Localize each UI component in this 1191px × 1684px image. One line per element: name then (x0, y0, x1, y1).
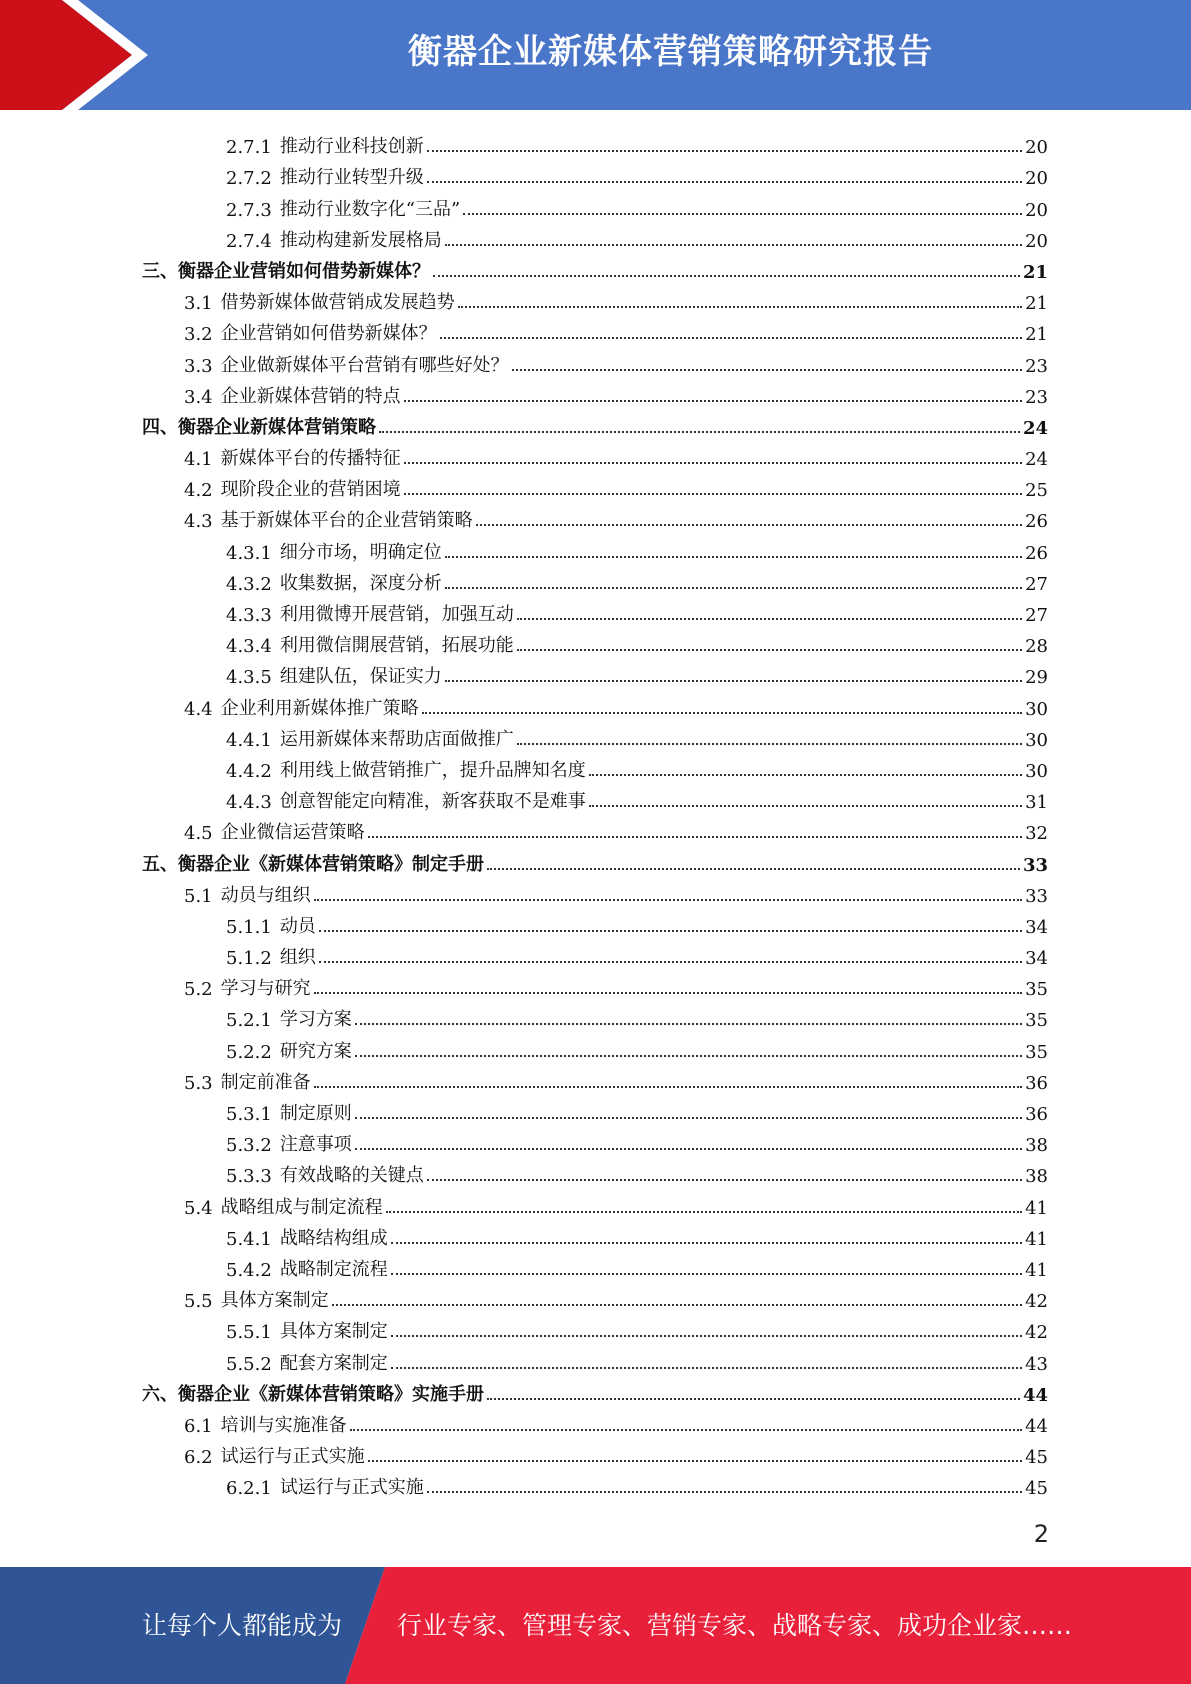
toc-entry-number: 4.4.1 (226, 729, 272, 751)
toc-dot-leader (440, 336, 1022, 339)
toc-dot-leader (332, 1303, 1022, 1306)
toc-entry[interactable] (142, 221, 1048, 252)
toc-entry-number: 5.5.1 (226, 1322, 272, 1344)
toc-entry-page: 36 (1025, 1072, 1048, 1094)
toc-entry-page: 25 (1025, 480, 1048, 502)
toc-entry-page: 45 (1025, 1478, 1048, 1500)
toc-entry[interactable] (142, 751, 1048, 782)
toc-dot-leader (445, 679, 1022, 682)
toc-entry-title: 制定原则 (279, 1103, 352, 1124)
toc-dot-leader (589, 804, 1022, 807)
toc-entry-number: 5.3.3 (226, 1166, 272, 1188)
toc-entry-page: 34 (1025, 948, 1048, 970)
toc-entry-page: 35 (1025, 1010, 1048, 1032)
toc-dot-leader (427, 1178, 1022, 1181)
toc-entry-number: 5.1.2 (226, 948, 272, 970)
toc-dot-leader (463, 212, 1022, 215)
toc-entry-title: 借势新媒体做营销成发展趋势 (220, 292, 455, 314)
toc-entry-page: 35 (1025, 979, 1048, 1001)
toc-entry-number: 4.1 (184, 449, 213, 471)
toc-entry-page: 20 (1025, 168, 1048, 190)
toc-entry-page: 33 (1022, 854, 1048, 876)
toc-entry-title: 四、衡器企业新媒体营销策略 (142, 416, 376, 438)
toc-dot-leader (368, 1459, 1022, 1462)
toc-entry[interactable] (142, 408, 1048, 439)
toc-entry-number: 5.4.1 (226, 1228, 272, 1250)
toc-entry[interactable] (142, 907, 1048, 938)
toc-entry[interactable] (142, 158, 1048, 189)
page-number: 2 (1033, 1520, 1049, 1548)
toc-entry-page: 44 (1022, 1384, 1048, 1406)
toc-entry-number: 5.4.2 (226, 1259, 272, 1281)
toc-entry[interactable] (142, 377, 1048, 408)
toc-entry[interactable] (142, 127, 1048, 158)
toc-entry-page: 30 (1025, 760, 1048, 782)
toc-entry-title: 推动构建新发展格局 (279, 229, 442, 251)
toc-entry[interactable] (142, 1312, 1048, 1343)
toc-entry-number: 6.2 (184, 1447, 213, 1469)
toc-entry-title: 利用线上做营销推广，提升品牌知名度 (279, 759, 586, 781)
header-banner (0, 0, 1191, 110)
toc-entry[interactable] (142, 345, 1048, 376)
toc-dot-leader (391, 1272, 1022, 1275)
toc-entry-title: 企业微信运营策略 (220, 822, 365, 844)
toc-entry-title: 收集数据，深度分析 (279, 572, 442, 594)
toc-entry[interactable] (142, 813, 1048, 844)
toc-entry-title: 三、衡器企业营销如何借势新媒体？ (142, 260, 430, 282)
toc-dot-leader (427, 180, 1022, 183)
toc-dot-leader (512, 368, 1022, 371)
toc-dot-leader (445, 243, 1022, 246)
toc-entry-number: 3.3 (184, 355, 213, 377)
toc-dot-leader (314, 1085, 1022, 1088)
toc-dot-leader (404, 399, 1022, 402)
toc-entry-number: 5.3.1 (226, 1104, 272, 1125)
toc-dot-leader (355, 1054, 1022, 1057)
toc-entry-page: 45 (1025, 1447, 1048, 1469)
toc-dot-leader (386, 1210, 1022, 1213)
toc-entry-number: 5.2.2 (226, 1041, 272, 1063)
toc-entry-page: 27 (1025, 573, 1048, 595)
toc-entry-number: 4.4.3 (226, 792, 272, 814)
toc-entry-title: 五、衡器企业《新媒体营销策略》制定手册 (142, 853, 484, 875)
toc-entry-page: 33 (1025, 885, 1048, 907)
footer-slogan-left: 让每个人都能成为 (142, 1611, 343, 1640)
toc-entry-number: 4.2 (184, 480, 213, 502)
toc-entry[interactable] (142, 1343, 1048, 1374)
toc-entry-number: 6.1 (184, 1415, 213, 1437)
toc-entry-number: 4.4 (184, 698, 213, 720)
toc-dot-leader (379, 430, 1020, 433)
toc-entry-title: 企业做新媒体平台营销有哪些好处？ (220, 354, 509, 376)
toc-entry-number: 4.3.1 (226, 542, 272, 564)
toc-entry[interactable] (142, 844, 1048, 875)
toc-dot-leader (517, 742, 1022, 745)
toc-entry[interactable] (142, 283, 1048, 314)
toc-entry-title: 培训与实施准备 (220, 1414, 347, 1436)
toc-entry-number: 4.3.2 (226, 573, 272, 595)
toc-entry-number: 5.3 (184, 1072, 213, 1094)
toc-entry[interactable] (142, 595, 1048, 626)
toc-dot-leader (314, 991, 1022, 994)
toc-dot-leader (589, 773, 1022, 776)
document-title: 衡器企业新媒体营销策略研究报告 (408, 32, 933, 72)
toc-entry[interactable] (142, 532, 1048, 563)
toc-entry-number: 5.3.2 (226, 1135, 272, 1157)
toc-entry-page: 21 (1025, 293, 1048, 315)
toc-entry-title: 动员与组织 (220, 884, 311, 906)
toc-entry[interactable] (142, 314, 1048, 345)
toc-entry-title: 试运行与正式实施 (220, 1446, 365, 1468)
toc-entry-title: 企业营销如何借势新媒体？ (220, 323, 437, 345)
toc-entry-page: 26 (1025, 511, 1048, 533)
toc-entry-title: 运用新媒体来帮助店面做推广 (279, 728, 514, 750)
toc-dot-leader (355, 1147, 1022, 1150)
toc-entry-number: 2.7.3 (226, 199, 272, 221)
toc-entry-title: 推动行业科技创新 (279, 136, 424, 158)
toc-entry-title: 配套方案制定 (279, 1352, 388, 1374)
toc-entry[interactable] (142, 1219, 1048, 1250)
toc-entry-number: 5.1.1 (226, 916, 272, 938)
toc-dot-leader (319, 960, 1022, 963)
toc-entry-title: 创意智能定向精准，新客获取不是难事 (279, 791, 586, 813)
toc-entry-number: 5.4 (184, 1197, 213, 1219)
toc-entry-number: 2.7.4 (226, 230, 272, 252)
toc-entry-page: 24 (1022, 417, 1048, 439)
toc-entry-title: 制定前准备 (220, 1071, 311, 1093)
toc-entry-number: 4.3.3 (226, 605, 272, 626)
toc-entry-title: 新媒体平台的传播特征 (220, 448, 401, 470)
toc-entry[interactable] (142, 1375, 1048, 1406)
toc-entry-title: 企业新媒体营销的特点 (220, 385, 401, 407)
toc-dot-leader (314, 898, 1022, 901)
toc-entry-page: 26 (1025, 542, 1048, 564)
toc-dot-leader (445, 555, 1022, 558)
toc-entry-page: 20 (1025, 137, 1048, 159)
toc-entry-page: 43 (1025, 1353, 1048, 1375)
toc-entry[interactable] (142, 501, 1048, 532)
toc-entry[interactable] (142, 439, 1048, 470)
toc-entry[interactable] (142, 1250, 1048, 1281)
toc-dot-leader (517, 617, 1022, 620)
toc-entry[interactable] (142, 1406, 1048, 1437)
toc-dot-leader (319, 929, 1022, 932)
toc-entry-page: 38 (1025, 1135, 1048, 1157)
toc-entry[interactable] (142, 189, 1048, 220)
toc-entry-number: 2.7.1 (226, 137, 272, 159)
toc-entry-number: 2.7.2 (226, 168, 272, 190)
toc-entry-title: 战略结构组成 (279, 1227, 388, 1249)
toc-entry[interactable] (142, 1187, 1048, 1218)
toc-entry[interactable] (142, 1281, 1048, 1312)
toc-entry-number: 5.2 (184, 979, 213, 1001)
toc-entry-page: 31 (1025, 792, 1048, 814)
toc-dot-leader (433, 274, 1020, 277)
toc-entry-title: 推动行业转型升级 (279, 167, 424, 189)
toc-entry-number: 6.2.1 (226, 1478, 272, 1500)
toc-dot-leader (476, 523, 1022, 526)
toc-entry-page: 44 (1025, 1415, 1048, 1437)
toc-entry[interactable] (142, 1063, 1048, 1094)
toc-entry-number: 5.2.1 (226, 1010, 272, 1032)
toc-entry[interactable] (142, 1156, 1048, 1187)
toc-entry-page: 24 (1025, 449, 1048, 471)
toc-entry[interactable] (142, 1468, 1048, 1499)
toc-entry-page: 30 (1025, 729, 1048, 751)
toc-entry-title: 注意事项 (279, 1134, 352, 1156)
toc-entry-number: 4.4.2 (226, 760, 272, 782)
toc-dot-leader (350, 1428, 1022, 1431)
toc-dot-leader (368, 835, 1022, 838)
toc-entry-page: 29 (1025, 667, 1048, 689)
toc-entry[interactable] (142, 252, 1048, 283)
toc-entry-page: 21 (1025, 324, 1048, 346)
toc-entry-page: 41 (1025, 1228, 1048, 1250)
toc-dot-leader (422, 711, 1022, 714)
toc-dot-leader (445, 586, 1022, 589)
toc-entry-number: 4.3.5 (226, 667, 272, 689)
toc-entry-number: 5.5 (184, 1291, 213, 1313)
toc-entry-title: 基于新媒体平台的企业营销策略 (220, 510, 473, 532)
toc-dot-leader (355, 1022, 1022, 1025)
toc-dot-leader (517, 648, 1022, 651)
toc-dot-leader (427, 149, 1022, 152)
toc-entry-title: 推动行业数字化“三品” (279, 198, 461, 220)
toc-entry-title: 组织 (279, 947, 316, 969)
toc-entry[interactable] (142, 969, 1048, 1000)
toc-dot-leader (458, 305, 1022, 308)
toc-entry[interactable] (142, 626, 1048, 657)
toc-entry-number: 3.2 (184, 324, 213, 346)
toc-entry[interactable] (142, 1437, 1048, 1468)
toc-entry-number: 5.1 (184, 885, 213, 907)
toc-entry-title: 学习与研究 (220, 978, 311, 1000)
toc-entry-number: 3.1 (184, 293, 213, 315)
toc-entry[interactable] (142, 1000, 1048, 1031)
toc-entry-title: 研究方案 (279, 1040, 352, 1062)
toc-entry-title: 战略组成与制定流程 (220, 1196, 383, 1218)
toc-dot-leader (487, 1397, 1020, 1400)
toc-entry-number: 3.4 (184, 386, 213, 408)
toc-entry-page: 28 (1025, 636, 1048, 658)
toc-entry[interactable] (142, 1031, 1048, 1062)
toc-entry[interactable] (142, 938, 1048, 969)
toc-dot-leader (487, 867, 1020, 870)
toc-entry-number: 4.3 (184, 511, 213, 533)
toc-entry[interactable] (142, 657, 1048, 688)
toc-entry-page: 30 (1025, 698, 1048, 720)
toc-dot-leader (404, 461, 1022, 464)
toc-entry-title: 六、衡器企业《新媒体营销策略》实施手册 (142, 1383, 484, 1405)
toc-dot-leader (391, 1366, 1022, 1369)
toc-entry-number: 5.5.2 (226, 1353, 272, 1375)
toc-entry-title: 现阶段企业的营销困境 (220, 479, 401, 501)
table-of-contents (142, 127, 1048, 1499)
toc-dot-leader (404, 492, 1022, 495)
toc-entry[interactable] (142, 688, 1048, 719)
toc-entry-page: 23 (1025, 386, 1048, 408)
toc-entry-page: 41 (1025, 1197, 1048, 1219)
toc-entry-number: 4.5 (184, 823, 213, 845)
footer-banner (0, 1567, 1191, 1684)
toc-dot-leader (355, 1116, 1022, 1119)
toc-entry-page: 42 (1025, 1322, 1048, 1344)
toc-entry-page: 27 (1025, 605, 1048, 626)
toc-entry-title: 企业利用新媒体推广策略 (220, 697, 419, 719)
toc-entry-page: 23 (1025, 355, 1048, 377)
toc-entry[interactable] (142, 876, 1048, 907)
toc-entry-title: 细分市场，明确定位 (279, 541, 442, 563)
toc-entry-page: 42 (1025, 1291, 1048, 1313)
toc-entry[interactable] (142, 1125, 1048, 1156)
toc-entry-page: 32 (1025, 823, 1048, 845)
toc-entry-page: 34 (1025, 916, 1048, 938)
toc-dot-leader (391, 1334, 1022, 1337)
toc-entry-title: 动员 (279, 915, 316, 937)
toc-entry-title: 试运行与正式实施 (279, 1477, 424, 1499)
toc-entry-page: 21 (1022, 261, 1048, 283)
toc-entry-page: 20 (1025, 199, 1048, 221)
toc-entry[interactable] (142, 720, 1048, 751)
toc-entry-page: 41 (1025, 1259, 1048, 1281)
toc-entry-title: 具体方案制定 (220, 1290, 329, 1312)
toc-entry-title: 利用微信開展营销，拓展功能 (279, 635, 514, 657)
toc-entry[interactable] (142, 470, 1048, 501)
toc-entry-title: 学习方案 (279, 1009, 352, 1031)
toc-entry-title: 组建队伍，保证实力 (279, 666, 442, 688)
toc-entry-page: 38 (1025, 1166, 1048, 1188)
toc-entry[interactable] (142, 564, 1048, 595)
toc-entry-title: 有效战略的关键点 (279, 1165, 424, 1187)
toc-entry-page: 20 (1025, 230, 1048, 252)
toc-entry[interactable] (142, 1094, 1048, 1125)
toc-entry-page: 36 (1025, 1104, 1048, 1125)
toc-entry-title: 战略制定流程 (279, 1258, 388, 1280)
toc-entry[interactable] (142, 782, 1048, 813)
toc-entry-page: 35 (1025, 1041, 1048, 1063)
footer-slogan-right: 行业专家、管理专家、营销专家、战略专家、成功企业家…… (397, 1611, 1073, 1640)
toc-entry-title: 利用微博开展营销，加强互动 (279, 604, 514, 625)
toc-entry-title: 具体方案制定 (279, 1321, 388, 1343)
toc-entry-number: 4.3.4 (226, 636, 272, 658)
toc-dot-leader (391, 1241, 1022, 1244)
toc-dot-leader (427, 1490, 1022, 1493)
